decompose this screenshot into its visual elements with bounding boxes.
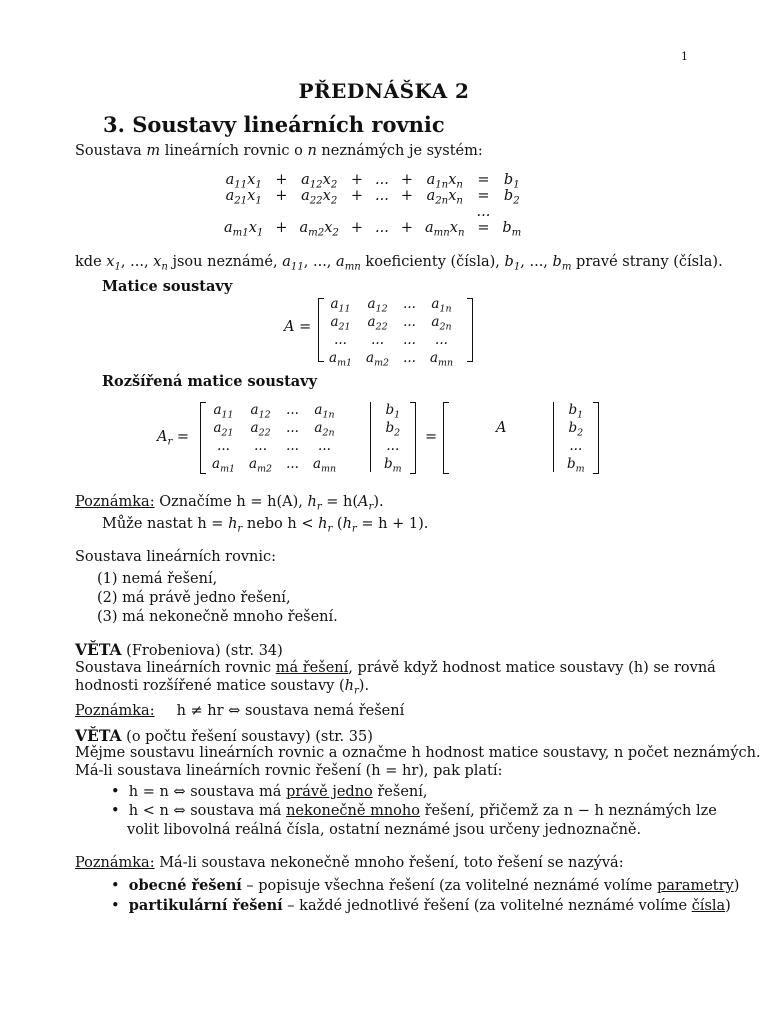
equation-cell: + <box>275 172 288 188</box>
ext2-separator <box>553 402 554 472</box>
matrix-cell: ... <box>403 314 416 330</box>
equation-cell: + <box>400 220 413 236</box>
matrix-row <box>322 349 460 367</box>
matrix-cell: $a_{2n}$ <box>431 314 452 333</box>
matrix-cell: $a_{11}$ <box>213 402 234 421</box>
equation-cell <box>395 204 419 220</box>
equation-cell <box>496 204 527 220</box>
matrix-cell: $a_{12}$ <box>367 296 388 315</box>
rhs-cell: $b_2$ <box>568 420 584 439</box>
matrix-cell: $a_{12}$ <box>250 402 271 421</box>
equation-system <box>218 172 527 239</box>
theorem1-line2: hodnosti rozšířené matice soustavy $(h_r)$. <box>75 678 370 697</box>
ext2-left-bracket <box>443 402 449 474</box>
equation-cell: $b_2$ <box>503 188 520 207</box>
matrix-cell: ... <box>403 350 416 366</box>
rhs-cell: ... <box>386 438 400 454</box>
matrix-cell: ... <box>286 456 299 472</box>
rhs-cell: $b_1$ <box>568 402 584 421</box>
matrix-cell: $a_{m1}$ <box>329 350 353 369</box>
matrix-right-bracket <box>467 298 473 362</box>
matrix-cell: $a_{1n}$ <box>314 402 335 421</box>
note1-line2: Může nastat $h = h_r$ nebo $h < h_r$ $(h_r = h + 1)$. <box>102 516 429 535</box>
matrix-cell: $a_{1n}$ <box>431 296 452 315</box>
equation-cell: + <box>350 220 363 236</box>
ext-right-bracket <box>410 402 416 474</box>
matrix-row <box>377 401 409 419</box>
matrix-row <box>218 188 527 204</box>
rhs-cell: $b_m$ <box>567 456 585 475</box>
matrix-cell: ... <box>286 420 299 436</box>
matrix-row <box>218 172 527 188</box>
matrix-row <box>218 204 527 220</box>
matrix-row <box>560 401 592 419</box>
where-text: kde $x_1$, ..., $x_n$ jsou neznámé, $a_{11}$, ..., $a_{mn}$ koeficienty (čísla), $b_1$, ..., $b_m$ pravé strany (čísla). <box>75 254 723 273</box>
ext-rhs-column <box>377 401 409 473</box>
matrix-cell: $a_{22}$ <box>367 314 388 333</box>
note1-label: Poznámka: <box>75 494 155 510</box>
equation-cell: $a_{1n}x_n$ <box>426 172 463 191</box>
equation-cell: + <box>400 188 413 204</box>
equation-cell: $b_1$ <box>503 172 520 191</box>
equation-cell: + <box>350 188 363 204</box>
matrix-row <box>205 419 343 437</box>
note2: Poznámka: h ≠ hr ⇔ soustava nemá řešení <box>75 703 405 719</box>
matrix-cell: ... <box>254 438 267 454</box>
equation-cell <box>269 204 293 220</box>
matrix-cell: ... <box>403 296 416 312</box>
equation-cell: + <box>350 172 363 188</box>
equation-cell: ... <box>375 188 389 204</box>
bullet-item: • h < n ⇔ soustava má nekonečně mnoho řešení, přičemž za n − h neznámých lze <box>111 803 717 819</box>
coefficient-matrix <box>322 295 460 367</box>
matrix-label: A = <box>284 319 312 335</box>
equation-cell: $a_{2n}x_n$ <box>426 188 463 207</box>
ext-matrix-label: $A_r$ = <box>157 429 190 448</box>
equation-cell <box>345 204 369 220</box>
theorem2-line1: Mějme soustavu lineárních rovnic a označme h hodnost matice soustavy, n počet neznámých. <box>75 745 761 761</box>
matrix-row <box>322 295 460 313</box>
matrix-cell: $a_{m2}$ <box>366 350 390 369</box>
matrix-cell: $a_{21}$ <box>213 420 234 439</box>
case-item: (2) má právě jedno řešení, <box>97 590 291 606</box>
ext2-A: A <box>496 420 507 436</box>
solution-item: • partikulární řešení – každé jednotlivé řešení (za volitelné neznámé volíme čísla) <box>111 897 731 914</box>
ext2-right-bracket <box>593 402 599 474</box>
equation-cell: ... <box>476 204 491 220</box>
matrix-cell: $a_{mn}$ <box>312 456 337 475</box>
matrix-row <box>322 331 460 349</box>
rhs-cell: $b_2$ <box>385 420 401 439</box>
matrix-cell: ... <box>286 438 299 454</box>
cases-list <box>97 570 338 627</box>
matrix-row <box>560 419 592 437</box>
theorem1-heading: VĚTA (Frobeniova) (str. 34) <box>75 640 283 659</box>
theorem1-line1: Soustava lineárních rovnic má řešení, právě když hodnost matice soustavy (h) se rovná <box>75 660 716 676</box>
equation-cell: = <box>477 220 490 236</box>
matrix-cell: $a_{m2}$ <box>249 456 273 475</box>
page-number: 1 <box>681 50 688 63</box>
matrix-heading: Matice soustavy <box>102 278 233 295</box>
equation-cell: $a_{m2}x_2$ <box>299 220 339 239</box>
equation-cell: $a_{11}x_1$ <box>225 172 262 191</box>
matrix-row <box>377 419 409 437</box>
matrix-row <box>205 401 343 419</box>
equation-cell: $a_{m1}x_1$ <box>224 220 264 239</box>
theorem2-line2: Má-li soustava lineárních rovnic řešení (h = hr), pak platí: <box>75 763 503 779</box>
matrix-row <box>560 455 592 473</box>
matrix-cell: $a_{m1}$ <box>212 456 236 475</box>
matrix-cell: $a_{mn}$ <box>429 350 454 369</box>
equation-cell: $a_{21}x_1$ <box>225 188 262 207</box>
matrix-row <box>205 437 343 455</box>
matrix-row <box>377 455 409 473</box>
ext-equals: = <box>425 429 438 445</box>
equation-cell: + <box>275 188 288 204</box>
matrix-cell: ... <box>371 332 384 348</box>
ext-matrix-heading: Rozšířená matice soustavy <box>102 373 318 390</box>
lecture-title: PŘEDNÁŠKA 2 <box>298 79 470 103</box>
matrix-row <box>205 455 343 473</box>
equation-cell: $b_m$ <box>502 220 522 239</box>
ext-separator <box>370 402 371 472</box>
theorem2-bullets <box>111 783 717 840</box>
theorem2-heading: VĚTA (o počtu řešení soustavy) (str. 35) <box>75 726 373 745</box>
equation-cell: $a_{mn}x_n$ <box>424 220 465 239</box>
matrix-row <box>322 313 460 331</box>
matrix-cell: ... <box>217 438 230 454</box>
solution-types <box>111 876 739 916</box>
note3: Poznámka: Má-li soustava nekonečně mnoho řešení, toto řešení se nazývá: <box>75 855 624 871</box>
cases-intro: Soustava lineárních rovnic: <box>75 549 277 565</box>
equation-cell <box>369 204 395 220</box>
matrix-cell: $a_{21}$ <box>330 314 351 333</box>
matrix-cell: $a_{22}$ <box>250 420 271 439</box>
matrix-row <box>560 437 592 455</box>
section-title: 3. Soustavy lineárních rovnic <box>103 112 445 137</box>
matrix-cell: ... <box>334 332 347 348</box>
bullet-item: • h = n ⇔ soustava má právě jedno řešení, <box>111 784 428 800</box>
rhs-cell: ... <box>569 438 583 454</box>
matrix-cell: ... <box>403 332 416 348</box>
matrix-row <box>218 220 527 236</box>
rhs-cell: $b_1$ <box>385 402 401 421</box>
equation-cell: = <box>477 172 490 188</box>
rhs-cell: $b_m$ <box>384 456 402 475</box>
equation-cell: $a_{22}x_2$ <box>301 188 338 207</box>
equation-cell: + <box>400 172 413 188</box>
matrix-row <box>377 437 409 455</box>
equation-cell: $a_{12}x_2$ <box>301 172 338 191</box>
equation-cell: + <box>275 220 288 236</box>
matrix-cell: ... <box>286 402 299 418</box>
ext-coefficient-block <box>205 401 343 473</box>
note1 <box>75 494 384 513</box>
ext2-rhs-column <box>560 401 592 473</box>
matrix-cell: ... <box>435 332 448 348</box>
case-item: (3) má nekonečně mnoho řešení. <box>97 609 338 625</box>
equation-cell: ... <box>375 172 389 188</box>
matrix-cell: $a_{11}$ <box>330 296 351 315</box>
equation-cell: = <box>477 188 490 204</box>
note1-text: Označíme h = h(A), $h_r = h(A_r)$. <box>159 494 384 513</box>
bullet-item-continuation: volit libovolná reálná čísla, ostatní neznámé jsou určeny jednoznačně. <box>127 822 642 838</box>
equation-cell: ... <box>375 220 389 236</box>
matrix-cell: $a_{2n}$ <box>314 420 335 439</box>
matrix-cell: ... <box>318 438 331 454</box>
case-item: (1) nemá řešení, <box>97 571 218 587</box>
intro-text: Soustava m lineárních rovnic o n neznámých je systém: <box>75 143 483 159</box>
solution-item: • obecné řešení – popisuje všechna řešení (za volitelné neznámé volíme parametry) <box>111 877 740 894</box>
